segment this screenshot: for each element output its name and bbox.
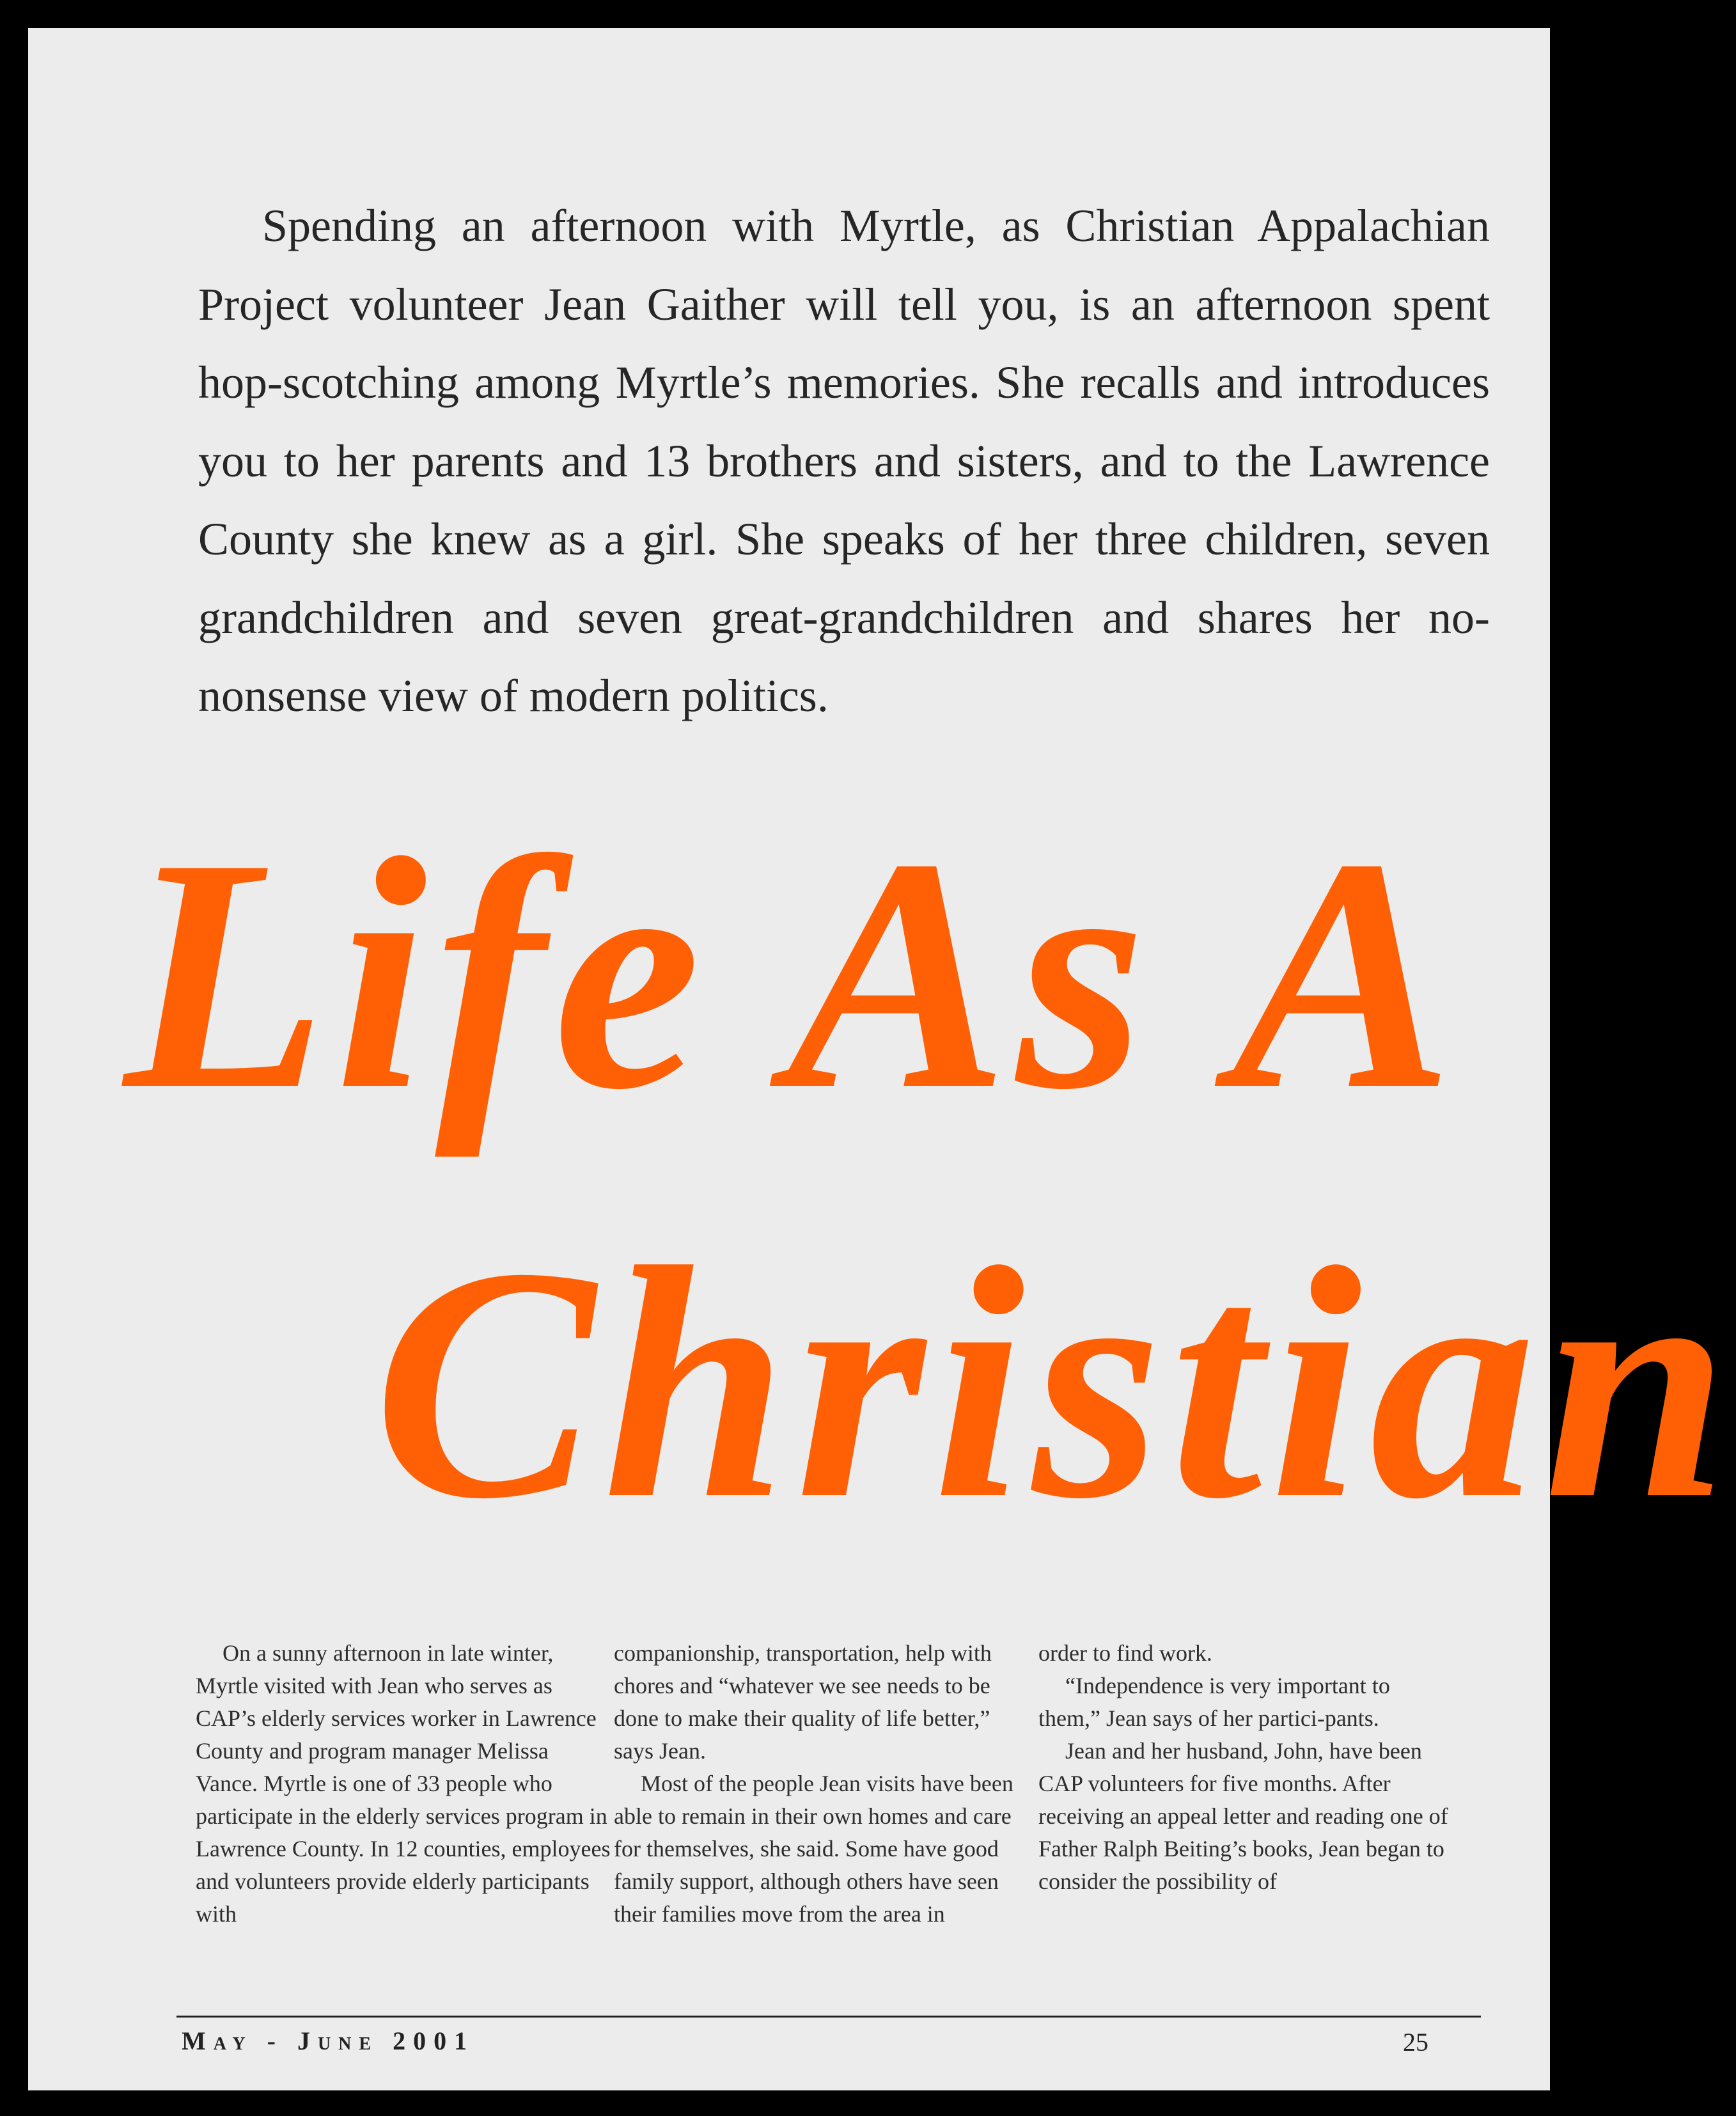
issue-date: May - June 2001 [182, 2026, 475, 2055]
body-paragraph: companionship, transportation, help with chores and “whatever we see needs to be done to make their quality of life better,” says Jean. [614, 1640, 992, 1764]
headline-line-1: Life As A [124, 790, 1462, 1158]
magazine-page [28, 28, 1736, 2090]
intro-paragraph: Spending an afternoon with Myrtle, as Christian Appalachian Project volunteer Jean Gaither will tell you, is an afternoon spent hop-scotching among Myrtle’s memories. She recalls and introduces you to her parents and 13 brothers and sisters, and to the Lawrence County she knew as a girl. She speaks of her three children, seven grandchildren and seven great-grandchildren and shares her no-nonsense view of modern politics. [198, 200, 1490, 721]
body-paragraph: Jean and her husband, John, have been CAP volunteers for five months. After receiving an appeal letter and reading one of Father Ralph Beiting’s books, Jean began to consider the possibility of [1038, 1738, 1448, 1894]
body-paragraph: “Independence is very important to them,” Jean says of her partici-pants. [1038, 1673, 1390, 1731]
body-column-1 [196, 1637, 611, 1931]
page-number: 25 [1403, 2028, 1428, 2057]
footer-rule [176, 2016, 1481, 2018]
body-paragraph: order to find work. [1038, 1640, 1212, 1666]
body-paragraph: On a sunny afternoon in late winter, Myrtle visited with Jean who serves as CAP’s elderly services worker in Lawrence County and program manager Melissa Vance. Myrtle is one of 33 people who participate in the elderly services program in Lawrence County. In 12 counties, employees and volunteers provide elderly participants with [196, 1640, 611, 1927]
body-column-3 [1038, 1637, 1454, 1898]
body-paragraph: Most of the people Jean visits have been able to remain in their own homes and care for themselves, she said. Some have good family support, although others have seen their families move from the area in [614, 1771, 1013, 1927]
headline-line-2: Christian [373, 1200, 1736, 1567]
body-column-2 [614, 1637, 1029, 1931]
